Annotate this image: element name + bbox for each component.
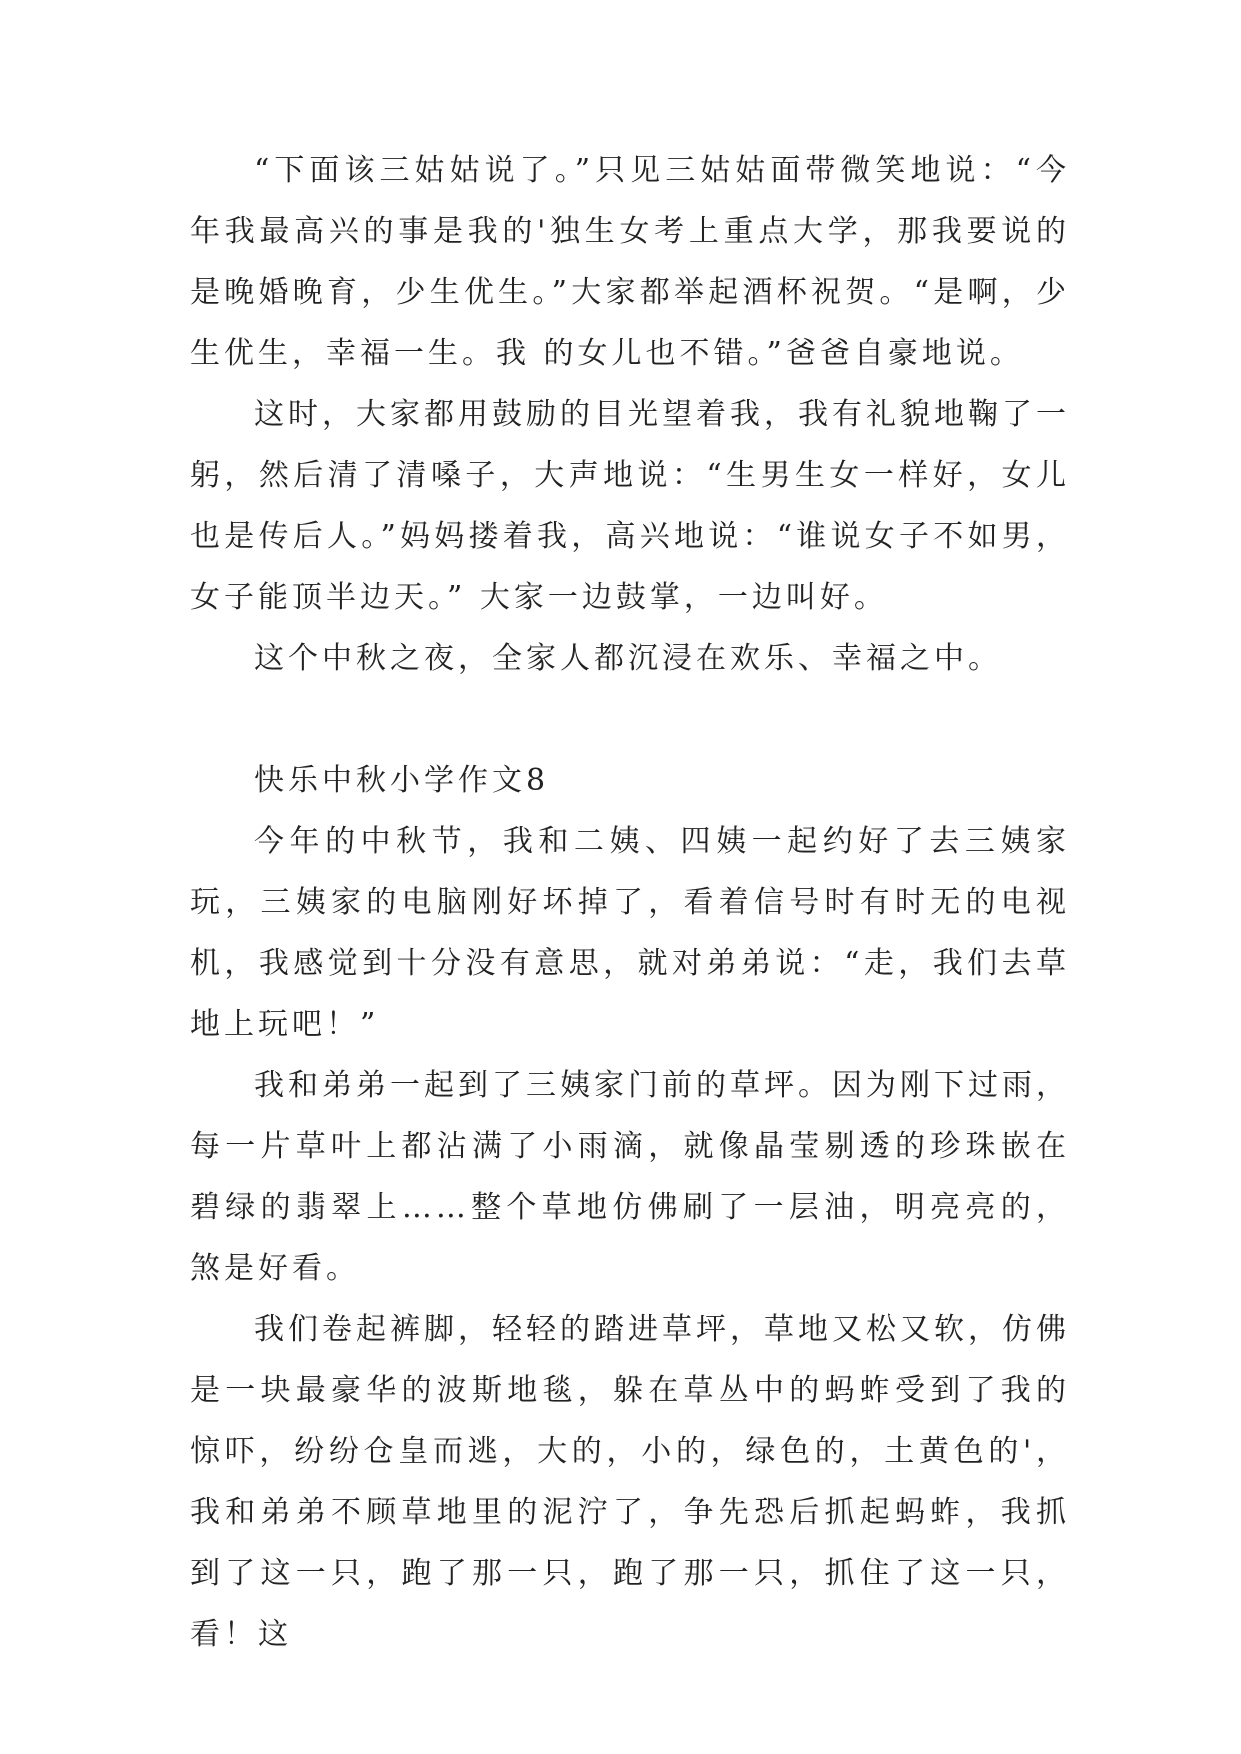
paragraph-mid-autumn-night: 这个中秋之夜，全家人都沉浸在欢乐、幸福之中。 bbox=[254, 641, 1002, 676]
paragraph-lawn: 我和弟弟一起到了三姨家门前的草坪。因为刚下过雨，每一片草叶上都沾满了小雨滴，就像晶莹剔透的珍珠嵌在碧绿的翡翠上……整个草地仿佛刷了一层油，明亮亮的，煞是好看。 bbox=[190, 1068, 1070, 1286]
section-title: 快乐中秋小学作文8 bbox=[254, 763, 550, 798]
paragraph-toast-third-aunt: “下面该三姑姑说了。”只见三姑姑面带微笑地说：“今年我最高兴的事是我的'独生女考上重点大学，那我要说的是晚婚晚育，少生优生。”大家都举起酒杯祝贺。“是啊，少生优生，幸福一生。我 的女儿也不错。”爸爸自豪地说。 bbox=[190, 153, 1070, 371]
paragraph-my-speech: 这时，大家都用鼓励的目光望着我，我有礼貌地鞠了一躬，然后清了清嗓子，大声地说：“生男生女一样好，女儿也是传后人。”妈妈搂着我，高兴地说：“谁说女子不如男，女子能顶半边天。” 大家一边鼓掌，一边叫好。 bbox=[190, 397, 1070, 615]
paragraph-grasshoppers: 我们卷起裤脚，轻轻的踏进草坪，草地又松又软，仿佛是一块最豪华的波斯地毯，躲在草丛中的蚂蚱受到了我的惊吓，纷纷仓皇而逃，大的，小的，绿色的，土黄色的'，我和弟弟不顾草地里的泥泞了，争先恐后抓起蚂蚱，我抓到了这一只，跑了那一只，跑了那一只，抓住了这一只，看！这 bbox=[190, 1312, 1070, 1652]
document-page bbox=[190, 140, 1070, 1665]
section-spacer bbox=[190, 689, 1070, 750]
paragraph-visit-aunt: 今年的中秋节，我和二姨、四姨一起约好了去三姨家玩，三姨家的电脑刚好坏掉了，看着信号时有时无的电视机，我感觉到十分没有意思，就对弟弟说：“走，我们去草地上玩吧！” bbox=[190, 824, 1070, 1042]
